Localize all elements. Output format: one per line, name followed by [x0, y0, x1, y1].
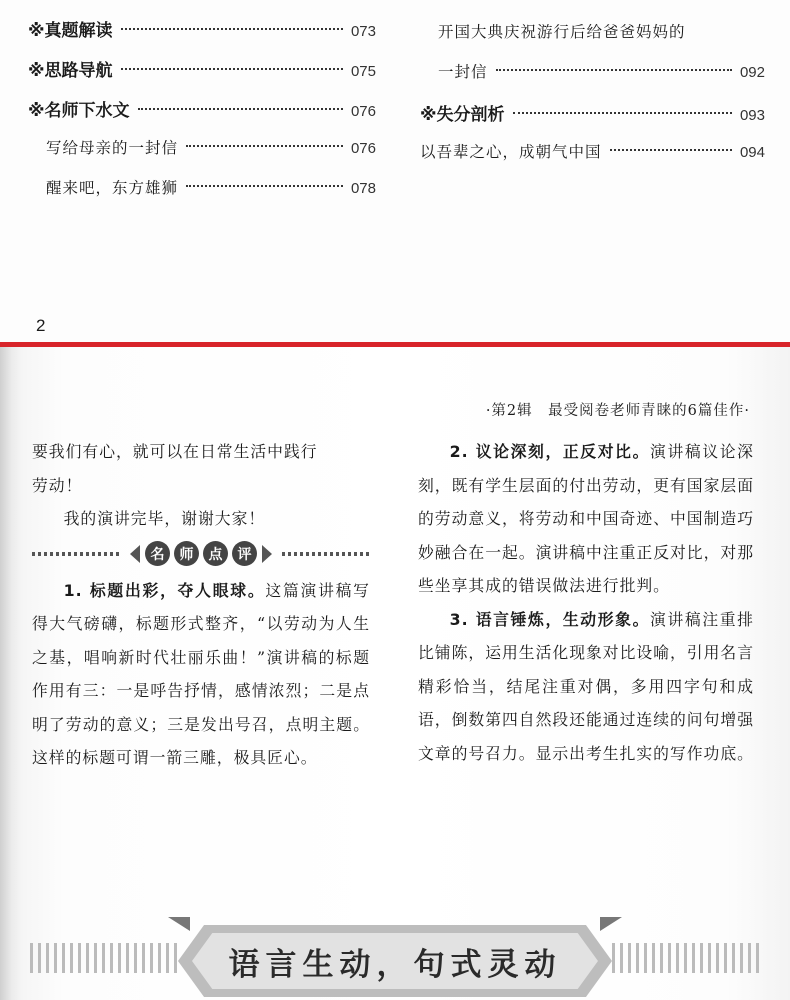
right-column — [418, 435, 754, 770]
banner-corner-right — [600, 917, 622, 931]
badge-arrow-right — [262, 545, 272, 563]
banner-plaque — [178, 917, 612, 997]
teacher-comment-badge — [128, 538, 274, 570]
badge-arrow-left — [130, 545, 140, 563]
toc-item-title: 以吾辈之心，成朝气中国 — [420, 143, 602, 161]
toc-page-number: 076 — [350, 103, 376, 120]
toc-page-number: 094 — [739, 144, 765, 161]
toc-section-title: ※失分剖析 — [420, 105, 505, 125]
comment-point-3 — [418, 603, 754, 771]
toc-page-number: 092 — [739, 64, 765, 81]
banner-corner-left — [168, 917, 190, 931]
comment-point-2 — [418, 435, 754, 603]
badge-char: 名 — [145, 541, 170, 566]
badge-char: 师 — [174, 541, 199, 566]
point-heading: 3. 语言锤炼，生动形象。 — [449, 609, 651, 629]
toc-leader-dots — [121, 68, 343, 70]
divider-pattern-right — [282, 552, 370, 556]
toc-page-number: 075 — [350, 63, 376, 80]
toc-section-title: ※名师下水文 — [28, 101, 130, 121]
toc-leader-dots — [496, 69, 732, 71]
badge-char: 评 — [232, 541, 257, 566]
point-body: 演讲稿注重排比铺陈，运用生活化现象对比设喻，引用名言精彩恰当，结尾注重对偶，多用四字句和成语，倒数第四自然段还能通过连续的问句增强文章的号召力。显示出考生扎实的写作功底。 — [418, 609, 754, 763]
banner-stripes-left — [30, 943, 178, 973]
badge-char: 点 — [203, 541, 228, 566]
point-body: 这篇演讲稿写得大气磅礴，标题形式整齐，“以劳动为人生之基，唱响新时代壮丽乐曲！”演讲稿的标题作用有三：一是呼告抒情，感情浓烈；二是点明了劳动的意义；三是发出号召，点明主题。这样的标题可谓一箭三雕，极具匠心。 — [32, 580, 370, 767]
toc-item-title-line2: 一封信 — [438, 63, 488, 81]
body-line: 要我们有心，就可以在日常生活中践行 — [32, 442, 318, 461]
toc-section-title: ※思路导航 — [28, 61, 113, 81]
running-header: ·第2辑 最受阅卷老师青睐的6篇佳作· — [485, 403, 750, 419]
toc-item-title: 写给母亲的一封信 — [46, 139, 179, 157]
toc-item-row — [420, 20, 765, 42]
toc-page-number: 093 — [739, 107, 765, 124]
toc-leader-dots — [186, 185, 343, 187]
toc-item-row — [420, 60, 765, 82]
banner-stripes-right — [612, 943, 760, 973]
previous-page-toc — [0, 0, 790, 342]
toc-leader-dots — [121, 28, 343, 30]
point-body: 演讲稿议论深刻，既有学生层面的付出劳动，更有国家层面的劳动意义，将劳动和中国奇迹、中国制造巧妙融合在一起。演讲稿中注重正反对比，对那些坐享其成的错误做法进行批判。 — [418, 442, 754, 595]
comment-point-1 — [32, 574, 370, 775]
toc-section-row — [28, 56, 376, 81]
toc-page-number: 078 — [350, 180, 376, 197]
point-heading: 1. 标题出彩，夺人眼球。 — [63, 580, 266, 600]
toc-page-number: 073 — [350, 23, 376, 40]
toc-section-row — [28, 96, 376, 121]
toc-item-row — [28, 136, 376, 158]
toc-page-number: 076 — [350, 140, 376, 157]
toc-item-row — [420, 140, 765, 162]
banner-title: 语言生动，句式灵动 — [228, 946, 562, 983]
body-line: 劳动！ — [32, 475, 83, 495]
toc-leader-dots — [513, 112, 732, 114]
teacher-comment-divider — [32, 538, 370, 570]
current-page — [0, 347, 790, 1000]
toc-leader-dots — [186, 145, 343, 147]
toc-section-row — [420, 100, 765, 125]
toc-leader-dots — [138, 108, 343, 110]
point-heading: 2. 议论深刻，正反对比。 — [449, 442, 651, 461]
left-column — [32, 435, 370, 775]
page-number: 2 — [36, 316, 46, 335]
toc-section-title: ※真题解读 — [28, 21, 113, 41]
closing-line: 我的演讲完毕，谢谢大家！ — [63, 509, 266, 528]
toc-item-title: 醒来吧，东方雄狮 — [46, 179, 179, 197]
divider-pattern-left — [32, 552, 120, 556]
toc-item-row — [28, 176, 376, 198]
section-banner — [0, 891, 790, 1000]
toc-leader-dots — [610, 149, 732, 151]
toc-item-title-line1: 开国大典庆祝游行后给爸爸妈妈的 — [438, 23, 686, 41]
toc-section-row — [28, 16, 376, 41]
